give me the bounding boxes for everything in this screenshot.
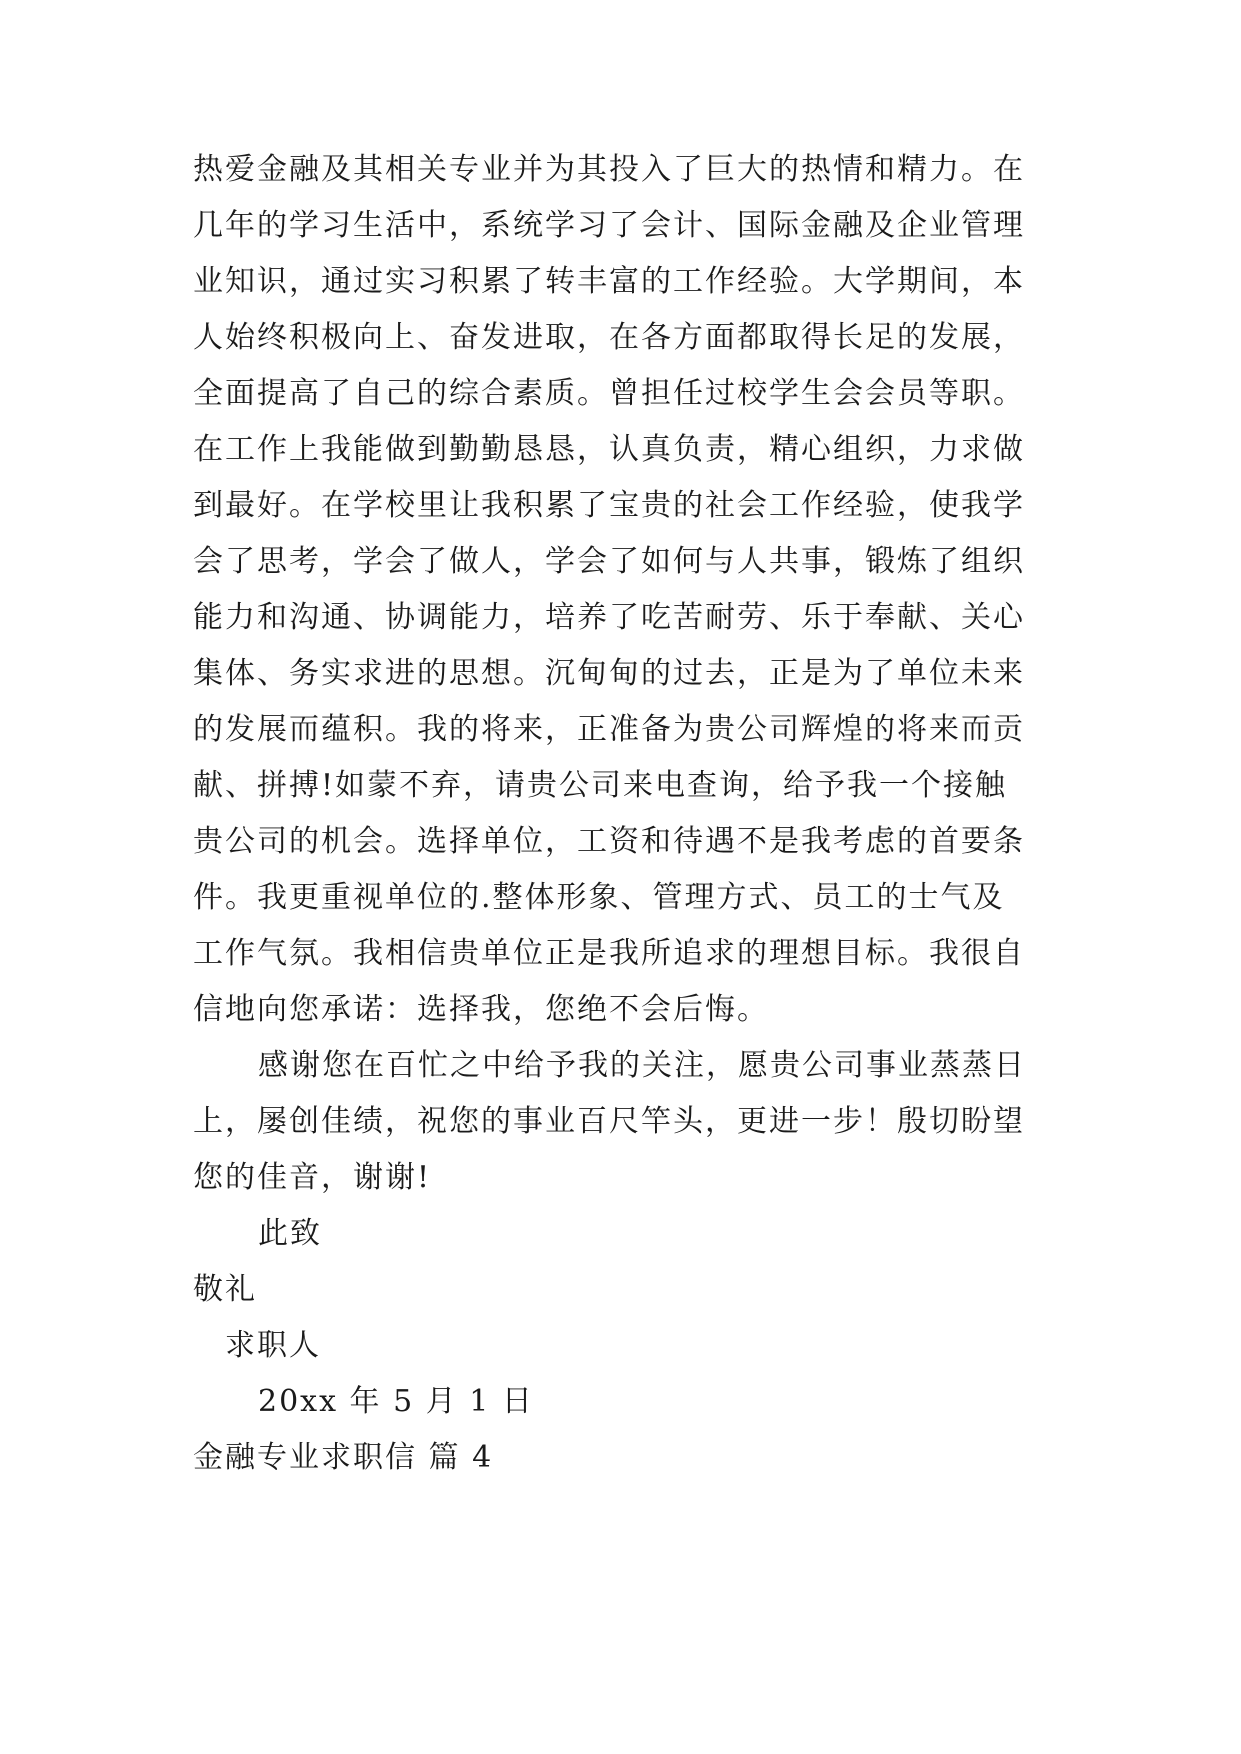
date: 20xx 年 5 月 1 日 — [258, 1384, 534, 1419]
signature: 求职人 — [225, 1328, 321, 1363]
body-line: 工作气氛。我相信贵单位正是我所追求的理想目标。我很自 — [193, 936, 1025, 971]
body-line: 信地向您承诺：选择我，您绝不会后悔。 — [193, 992, 769, 1027]
body-line: 件。我更重视单位的.整体形象、管理方式、员工的士气及 — [193, 880, 1005, 915]
body-line: 在工作上我能做到勤勤恳恳，认真负责，精心组织，力求做 — [193, 432, 1025, 467]
closing-line: 您的佳音，谢谢! — [193, 1160, 432, 1195]
closing-line: 上，屡创佳绩，祝您的事业百尺竿头，更进一步！殷切盼望 — [193, 1104, 1025, 1139]
body-line: 的发展而蕴积。我的将来，正准备为贵公司辉煌的将来而贡 — [193, 712, 1025, 747]
section-heading: 金融专业求职信 篇 4 — [193, 1440, 494, 1475]
body-line: 全面提高了自己的综合素质。曾担任过校学生会会员等职。 — [193, 376, 1025, 411]
body-line: 几年的学习生活中，系统学习了会计、国际金融及企业管理 — [193, 208, 1025, 243]
body-line: 集体、务实求进的思想。沉甸甸的过去，正是为了单位未来 — [193, 656, 1025, 691]
body-line: 会了思考，学会了做人，学会了如何与人共事，锻炼了组织 — [193, 544, 1025, 579]
body-line: 人始终积极向上、奋发进取，在各方面都取得长足的发展， — [193, 320, 1025, 355]
body-line: 能力和沟通、协调能力，培养了吃苦耐劳、乐于奉献、关心 — [193, 600, 1025, 635]
salutation-line: 敬礼 — [193, 1272, 257, 1307]
body-line: 献、拼搏!如蒙不弃，请贵公司来电查询，给予我一个接触 — [193, 768, 1008, 803]
body-line: 业知识，通过实习积累了转丰富的工作经验。大学期间，本 — [193, 264, 1025, 299]
body-line: 到最好。在学校里让我积累了宝贵的社会工作经验，使我学 — [193, 488, 1025, 523]
closing-line: 感谢您在百忙之中给予我的关注，愿贵公司事业蒸蒸日 — [258, 1048, 1026, 1083]
salutation-line: 此致 — [258, 1216, 322, 1251]
body-line: 热爱金融及其相关专业并为其投入了巨大的热情和精力。在 — [193, 152, 1025, 187]
body-line: 贵公司的机会。选择单位，工资和待遇不是我考虑的首要条 — [193, 824, 1025, 859]
